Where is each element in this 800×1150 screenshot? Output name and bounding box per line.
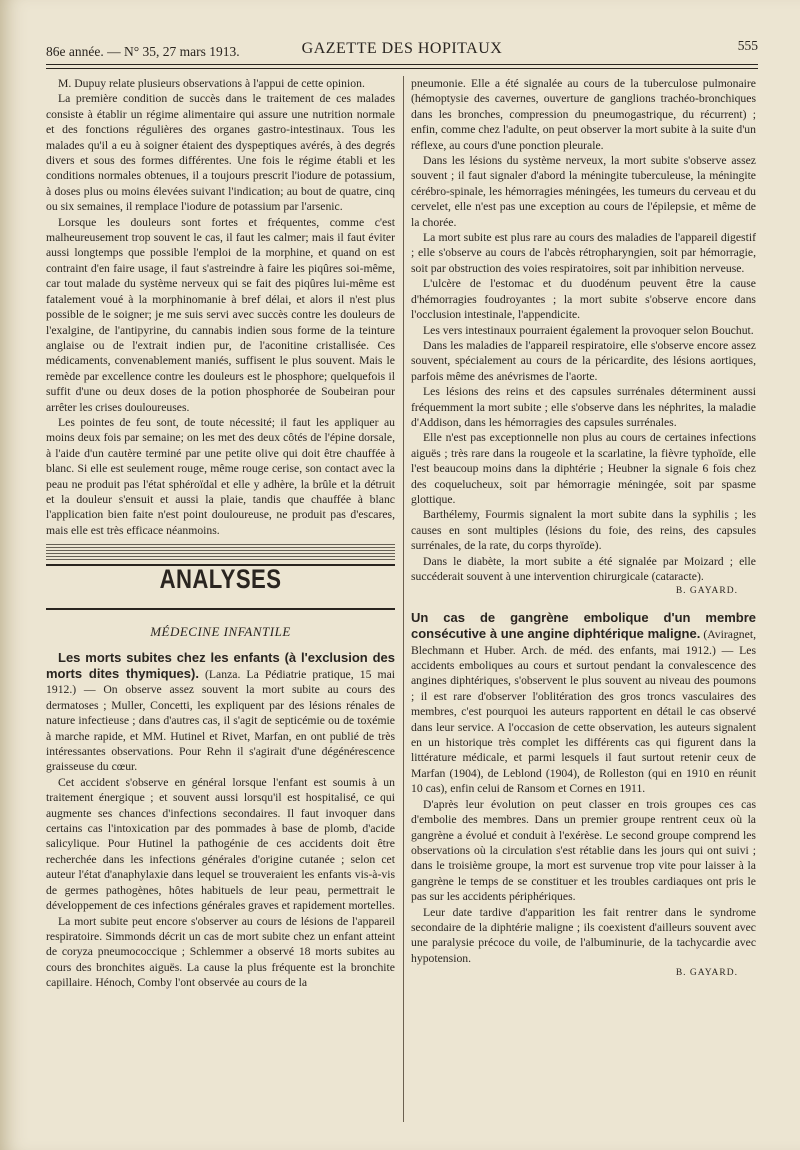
- paragraph: M. Dupuy relate plusieurs observations à l'appui de cette opinion.: [58, 77, 365, 90]
- article-reference: (Aviragnet, Blechmann et Huber. Arch. de méd. des enfants, mai 1912.) —: [411, 628, 757, 657]
- page-header: [46, 36, 758, 62]
- right-column: [411, 76, 756, 982]
- left-column: [46, 76, 395, 991]
- paragraph: La mort subite est plus rare au cours des maladies de l'appareil digestif ; elle s'observe au cours de l'abcès rétropharyngien, soit par hémorragie, soit par obstruction des voies respiratoires, soit par inhibition nerveuse.: [411, 231, 756, 275]
- hatched-divider: [46, 544, 395, 560]
- article-reference: (Lanza. La Pédiatrie pratique, 15 mai 1912.) —: [46, 668, 396, 697]
- journal-title: GAZETTE DES HOPITAUX: [301, 40, 503, 57]
- section-subheading: MÉDECINE INFANTILE: [150, 624, 291, 640]
- section-title: ANALYSES: [159, 564, 282, 595]
- article-paragraph: [46, 650, 395, 775]
- paragraph: Barthélemy, Fourmis signalent la mort subite dans la syphilis ; les causes en sont multiples (lésions du foie, des reins, des capsules surrénales, de la rate, du corps thyroïde).: [411, 508, 756, 553]
- header-rule-thin: [46, 68, 758, 69]
- paragraph: La mort subite peut encore s'observer au cours de lésions de l'appareil respiratoire. Simmonds décrit un cas de mort subite chez un enfant atteint de coryza pneumococcique ; Schlemmer a observé 18 morts subites au cours des bronchites aiguës. La cause la plus fréquente est la bronchite capillaire. Hénoch, Comby l'ont observée au cours de la: [46, 914, 395, 990]
- paragraph: L'ulcère de l'estomac et du duodénum peuvent être la cause d'hémorragies foudroyantes ; la mort subite s'observe encore dans l'occlusion intestinale, l'appendicite.: [411, 277, 756, 322]
- author-signature: B. GAYARD.: [675, 968, 738, 979]
- author-signature: B. GAYARD.: [675, 586, 738, 597]
- paragraph: Lorsque les douleurs sont fortes et fréquentes, comme c'est malheureusement trop souvent le cas, il faut les calmer; mais il faut éviter aussi longtemps que possible l'emploi de la morphine, et quand on est contraint d'en faire usage, il faut s'astreindre à faire les piqûres soi-même, car tout malade du système nerveux qui se fait des piqûres lui-même est fatalement voué à la morphinomanie à bref délai, et alors il n'est plus possible de le soigner; je me suis servi avec succès contre les douleurs de l'exalgine, de l'antipyrine, du cannabis indien sous forme de la teinture anglaise ou de l'extrait indien pur, de l'aconitine cristallisée. Ces médicaments, convenablement maniés, suffisent le plus souvent. Mais le remède par excellence contre les douleurs est le phosphore; quelquefois il suffit d'une ou deux doses de la potion phosphorée de Soubeiran pour arrêter les crises douloureuses.: [46, 215, 395, 414]
- paragraph: Elle n'est pas exceptionnelle non plus au cours de certaines infections aiguës ; très rare dans la rougeole et la scarlatine, la fièvre typhoïde, elle l'est beaucoup moins dans la diphtérie ; Heubner la signale 6 fois chez des coquelucheux, soit par hémorragie méningée, soit par spasme glottique.: [411, 431, 756, 506]
- paragraph: Dans le diabète, la mort subite a été signalée par Moizard ; elle succéderait souvent à une intervention chirurgicale (cataracte).: [411, 554, 756, 583]
- issue-info: 86e année. — N° 35, 27 mars 1913.: [46, 44, 240, 59]
- section-title-box: [46, 564, 395, 610]
- paragraph: pneumonie. Elle a été signalée au cours de la tuberculose pulmonaire (hémoptysie des cavernes, ouverture de ganglions trachéo-bronchiques dans les bronches, compression du pneumogastrique, du récurrent) ; enfin, comme chez l'adulte, on peut observer la mort subite à la suite d'un réflexe, au cours d'une ponction pleurale.: [411, 77, 756, 152]
- page-number: 555: [737, 38, 758, 53]
- paragraph: Cet accident s'observe en général lorsque l'enfant est soumis à un traitement énergique ; et souvent aussi lorsqu'il est hospitalisé, ce qui augmente ses chances d'infections secondaires. Il faut invoquer dans certains cas l'intoxication par des pommades à base de plomb, d'acide salicylique. Pour Hutinel la pathogénie de ces accidents doit être recherchée dans les infections générales d'origine cutanée ; selon cet auteur l'état d'anaphylaxie dans lequel se trouveraient les enfants vis-à-vis de germes pathogènes, hôtes habituels de leur peau, permettrait le développement de ces infections générales graves et rapidement mortelles.: [46, 775, 395, 913]
- paragraph: D'après leur évolution on peut classer en trois groupes ces cas d'embolie des membres. Dans un premier groupe rentrent ceux où la gangrène a évolué et conduit à l'exérèse. Le second groupe comprend les observations où la circulation s'est rétablie dans les jours qui ont suivi ; dans le troisième groupe, la mort est survenue trop vite pour laisser à la gangrène le temps de se constituer et les troubles cardiaques ont pris le pas sur les accidents périphériques.: [411, 797, 756, 904]
- paragraph: Dans les maladies de l'appareil respiratoire, elle s'observe encore assez souvent, spécialement au cours de la péricardite, des lésions aortiques, parfois même des anévrismes de l'aorte.: [411, 338, 756, 383]
- paragraph: Leur date tardive d'apparition les fait rentrer dans le syndrome secondaire de la diphtérie maligne ; ils coexistent d'ailleurs souvent avec une paralysie précoce du voile, de l'albuminurie, de la tachycardie avec hypotension.: [411, 905, 756, 965]
- paragraph: La première condition de succès dans le traitement de ces malades consiste à établir un régime alimentaire qui assure une nutrition normale et des fonctions régulières des organes gastro-intestinaux. Tous les malades qu'il a eu à soigner étaient des dyspeptiques avérés, à des degrés divers et sous des formes différentes. Une fois le régime établi et les conditions normales obtenues, il a toujours prescrit l'iodure de potassium, à doses plus ou moins élevées suivant l'indication; au bout de quatre, cinq ou six semaines, il remplace l'iodure de potassium par l'arsenic.: [46, 92, 395, 214]
- header-rule: [46, 64, 758, 65]
- article-title: Un cas de gangrène embolique d'un membre consécutive à une angine diphtérique maligne.: [411, 609, 756, 642]
- article-text: On observe assez souvent la mort subite au cours des dermatoses ; Muller, Concetti, les expliquent par des lésions rénales de nature infectieuse ; dans d'autres cas, il s'agit de septicémie ou de toxémie à marche rapide, et MM. Hutinel et Rivet, Marfan, en ont publié de très intéressantes observations. Pour Rehn il s'agirait d'une dégénérescence graisseuse du cœur.: [46, 683, 395, 774]
- paragraph: Les lésions des reins et des capsules surrénales déterminent aussi fréquemment la mort subite ; elle s'observe dans les néphrites, la maladie d'Addison, dans les hémorragies des capsules surrénales.: [411, 385, 756, 429]
- article-title: Les morts subites chez les enfants (à l'exclusion des morts dites thymiques).: [46, 649, 395, 681]
- paragraph: Dans les lésions du système nerveux, la mort subite s'observe assez souvent ; il faut signaler d'abord la méningite tuberculeuse, la méningite cérébro-spinale, les hémorragies méningées, les tumeurs du cerveau et du cervelet, elle n'est pas une exception au cours de l'épilepsie, et même de la chorée.: [411, 154, 756, 229]
- article-paragraph: [411, 610, 756, 797]
- column-divider: [403, 76, 404, 1122]
- paragraph: Les pointes de feu sont, de toute nécessité; il faut les appliquer au moins deux fois par semaine; on les met des deux côtés de l'épine dorsale, à l'aide d'un cautère terminé par une petite olive qui doit être chauffée à blanc. Si elle est seulement rouge, même rouge cerise, son contact avec la peau ne produit pas l'état sphéroïdal et elle y adhère, la brûle et la détruit et la douleur s'ensuit et aussi la plaie, tandis que chauffée à blanc l'application bien faite n'est point douloureuse, ne produit pas d'escares, mais elle est très efficace néanmoins.: [46, 415, 395, 537]
- paragraph: Les vers intestinaux pourraient également la provoquer selon Bouchut.: [423, 323, 754, 337]
- article-text: Les accidents emboliques au cours et surtout pendant la convalescence des angines diphtériques, s'observent le plus souvent au niveau des poumons ; il est rare d'observer l'oblitération des gros troncs vasculaires des membres, c'est pourquoi les auteurs rapportent en détail le cas observé dans leur service. A l'occasion de cette observation, les auteurs signalent en un historique très complet les différents cas qui figurent dans la littérature médicale, et parmi lesquels il faut surtout retenir ceux de Marfan (1904), de Leblond (1904), de Rolleston (qui en 1910 en réunit 10 cas), enfin celui de Ransom et Cornes en 1911.: [411, 643, 756, 796]
